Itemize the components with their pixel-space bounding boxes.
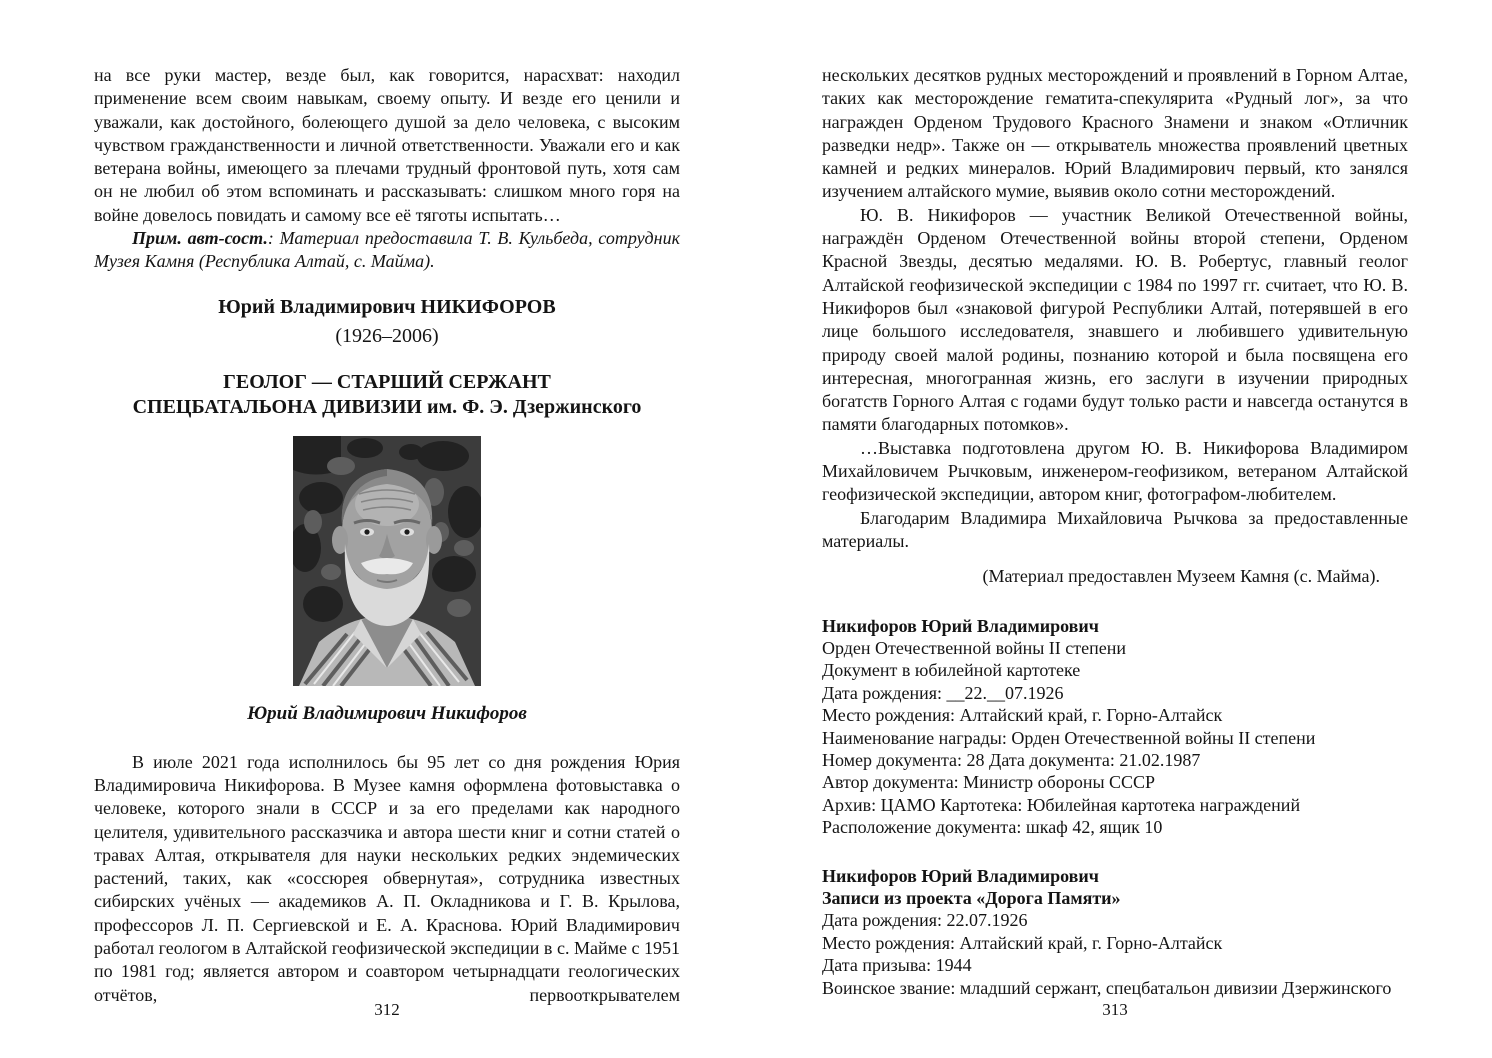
record2-line: Дата призыва: 1944	[822, 955, 972, 976]
photo-caption: Юрий Владимирович Никифоров	[247, 702, 527, 724]
page-left	[94, 64, 680, 1019]
record1-line: Номер документа: 28 Дата документа: 21.02.1987	[822, 749, 1201, 770]
person-years: (1926–2006)	[335, 324, 439, 347]
subtitle-line-1: ГЕОЛОГ — СТАРШИЙ СЕРЖАНТ	[223, 370, 551, 393]
award-card-record	[822, 615, 1408, 839]
note-text: : Материал предоставила Т. В. Кульбеда, сотрудник Музея Камня (Республика Алтай, с. Майма).	[94, 228, 680, 272]
subtitle-line-2: СПЕЦБАТАЛЬОНА ДИВИЗИИ им. Ф. Э. Дзержинского	[132, 395, 642, 418]
record1-line: Автор документа: Министр обороны СССР	[822, 772, 1156, 793]
record1-line: Документ в юбилейной картотеке	[822, 660, 1081, 681]
paragraph-exhibition: …Выставка подготовлена другом Ю. В. Никифорова Владимиром Михайловичем Рычковым, инженером-геофизиком, ветераном Алтайской геофизической экспедиции, автором книг, фотографом-любителем.	[822, 437, 1408, 505]
record1-line: Наименование награды: Орден Отечественной войны II степени	[822, 727, 1316, 748]
page-number-right: 313	[1102, 1000, 1128, 1019]
record1-line: Дата рождения: __22.__07.1926	[822, 682, 1064, 703]
record1-line: Орден Отечественной войны II степени	[822, 637, 1127, 658]
portrait-photo	[293, 436, 481, 686]
continuation-paragraph: на все руки мастер, везде был, как говорится, нарасхват: находил применение всем своим навыкам, своему опыту. И везде его ценили и уважали, как достойного, болеющего душой за дело человека, с высоким чувством гражданственности и личной ответственности. Уважали его и как ветерана войны, имеющего за плечами трудный фронтовой путь, хотя сам он не любил об этом вспоминать и рассказывать: слишком много горя на войне довелось повидать и самому все её тяготы испытать…	[94, 65, 680, 225]
note-label: Прим. авт-сост.	[132, 228, 268, 249]
page-right	[822, 64, 1408, 1019]
paragraph-thanks: Благодарим Владимира Михайловича Рычкова за предоставленные материалы.	[822, 507, 1408, 551]
portrait-figure	[94, 436, 680, 725]
material-attribution: (Материал предоставлен Музеем Камня (с. Майма).	[982, 566, 1380, 587]
record1-line: Расположение документа: шкаф 42, ящик 10	[822, 817, 1163, 838]
record2-line: Дата рождения: 22.07.1926	[822, 910, 1028, 931]
record2-title: Никифоров Юрий Владимирович	[822, 865, 1099, 886]
memory-road-record	[822, 865, 1408, 999]
person-title-heading	[94, 370, 680, 420]
record1-line: Место рождения: Алтайский край, г. Горно-Алтайск	[822, 705, 1223, 726]
biography-paragraph: В июле 2021 года исполнилось бы 95 лет со дня рождения Юрия Владимировича Никифорова. В Музее камня оформлена фотовыставка о человеке, которого знали в СССР и за его пределами как народного целителя, удивительного рассказчика и автора шести книг и сотни статей о травах Алтая, открывателя для науки нескольких редких эндемических растений, таких, как «соссюрея обвернутая», сотрудника известных сибирских учёных — академиков А. П. Окладникова и Г. В. Крылова, профессоров Л. П. Сергиевской и Е. А. Краснова. Юрий Владимирович работал геологом в Алтайской геофизической экспедиции в с. Майме с 1951 по 1981 год; является автором и соавтором четырнадцати геологических отчётов, первооткрывателем	[94, 751, 680, 1005]
record1-title: Никифоров Юрий Владимирович	[822, 615, 1099, 636]
editor-note	[94, 227, 680, 274]
paragraph-war-veteran: Ю. В. Никифоров — участник Великой Отечественной войны, награждён Орденом Отечественной войны второй степени, Орденом Красной Звезды, десятью медалями. Ю. В. Робертус, главный геолог Алтайской геофизической экспедиции с 1984 по 1997 гг. считает, что Ю. В. Никифоров был «знаковой фигурой Республики Алтай, потерявшей в его лице большого исследователя, знавшего и любившего удивительную природу своей малой родины, познанию которой и была посвящена его интересная, многогранная жизнь, его заслуги в изучении природных богатств Горного Алтая с годами будут только расти и навсегда останутся в памяти благодарных потомков».	[822, 204, 1408, 435]
record2-line: Воинское звание: младший сержант, спецбатальон дивизии Дзержинского	[822, 977, 1392, 998]
record2-subtitle: Записи из проекта «Дорога Памяти»	[822, 888, 1121, 908]
person-name-heading: Юрий Владимирович НИКИФОРОВ	[218, 295, 556, 318]
paragraph-deposits: нескольких десятков рудных месторождений и проявлений в Горном Алтае, таких как месторождение гематита-спекулярита «Рудный лог», за что награжден Орденом Трудового Красного Знамени и знаком «Отличник разведки недр». Также он — открыватель множества проявлений цветных камней и редких минералов. Юрий Владимирович первый, кто занялся изучением алтайского мумие, выявив около сотни месторождений.	[822, 65, 1408, 202]
page-number-left: 312	[374, 1000, 400, 1019]
record2-line: Место рождения: Алтайский край, г. Горно-Алтайск	[822, 932, 1223, 953]
record1-line: Архив: ЦАМО Картотека: Юбилейная картотека награждений	[822, 794, 1301, 815]
